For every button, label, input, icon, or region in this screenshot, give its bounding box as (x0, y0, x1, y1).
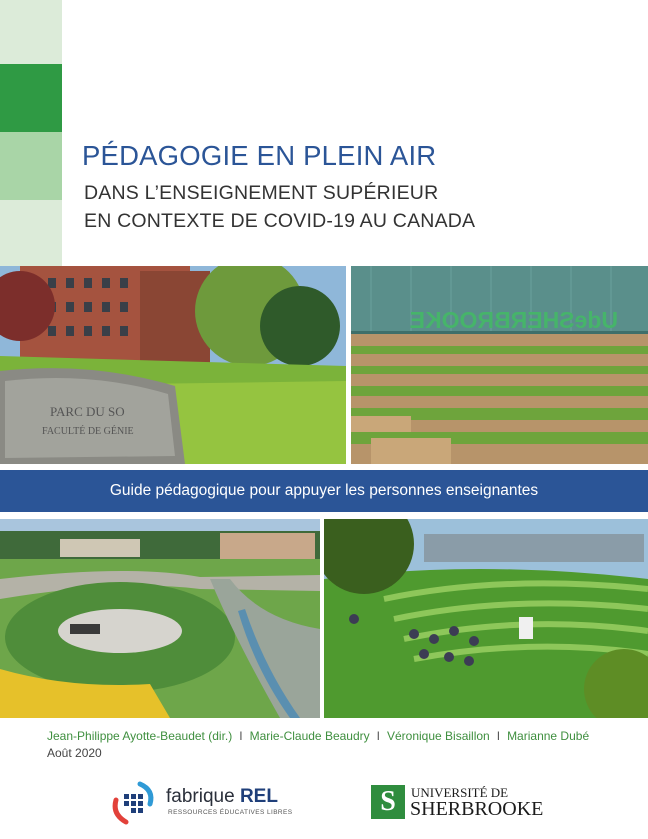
photo-circular-garden (0, 519, 320, 718)
decor-bar-4 (0, 200, 62, 266)
photo-campus-building (0, 266, 346, 464)
decor-bar-3 (0, 132, 62, 200)
author-1: Jean-Philippe Ayotte-Beaudet (dir.) (47, 729, 233, 743)
fabrique-bold: REL (239, 786, 278, 807)
udes-logo (371, 783, 551, 823)
subtitle-line-1: DANS L’ENSEIGNEMENT SUPÉRIEUR (84, 182, 439, 204)
publication-date: Août 2020 (47, 746, 102, 760)
author-4: Marianne Dubé (507, 729, 590, 743)
photo-stone-steps (351, 266, 648, 464)
rock-text-1: PARC DU SO (50, 404, 125, 419)
fabrique-rel-logo (110, 780, 310, 826)
page-title: PÉDAGOGIE EN PLEIN AIR (82, 140, 437, 171)
author-separator: I (239, 729, 243, 743)
authors-line (47, 729, 589, 743)
decor-bar-2 (0, 64, 62, 132)
author-separator: I (376, 729, 380, 743)
udes-line-2: SHERBROOKE (410, 798, 544, 820)
fabrique-rel-icon (110, 780, 158, 826)
photo-outdoor-class (324, 519, 648, 718)
fabrique-word: fabrique (166, 786, 235, 807)
fabrique-subtitle: RESSOURCES ÉDUCATIVES LIBRES (168, 809, 293, 816)
rock-text-2: FACULTÉ DE GÉNIE (42, 426, 134, 437)
author-separator: I (496, 729, 501, 743)
author-2: Marie-Claude Beaudry (249, 729, 370, 743)
author-3: Véronique Bisaillon (386, 729, 490, 743)
decor-bar-1 (0, 0, 62, 64)
guide-banner: Guide pédagogique pour appuyer les personnes enseignantes (0, 470, 648, 512)
subtitle-line-2: EN CONTEXTE DE COVID-19 AU CANADA (84, 210, 476, 232)
udes-line-1: UNIVERSITÉ DE (411, 785, 509, 800)
mirrored-sign-text: UdeSHERBROOKE (409, 307, 618, 333)
udes-mark-icon: S (371, 785, 405, 819)
